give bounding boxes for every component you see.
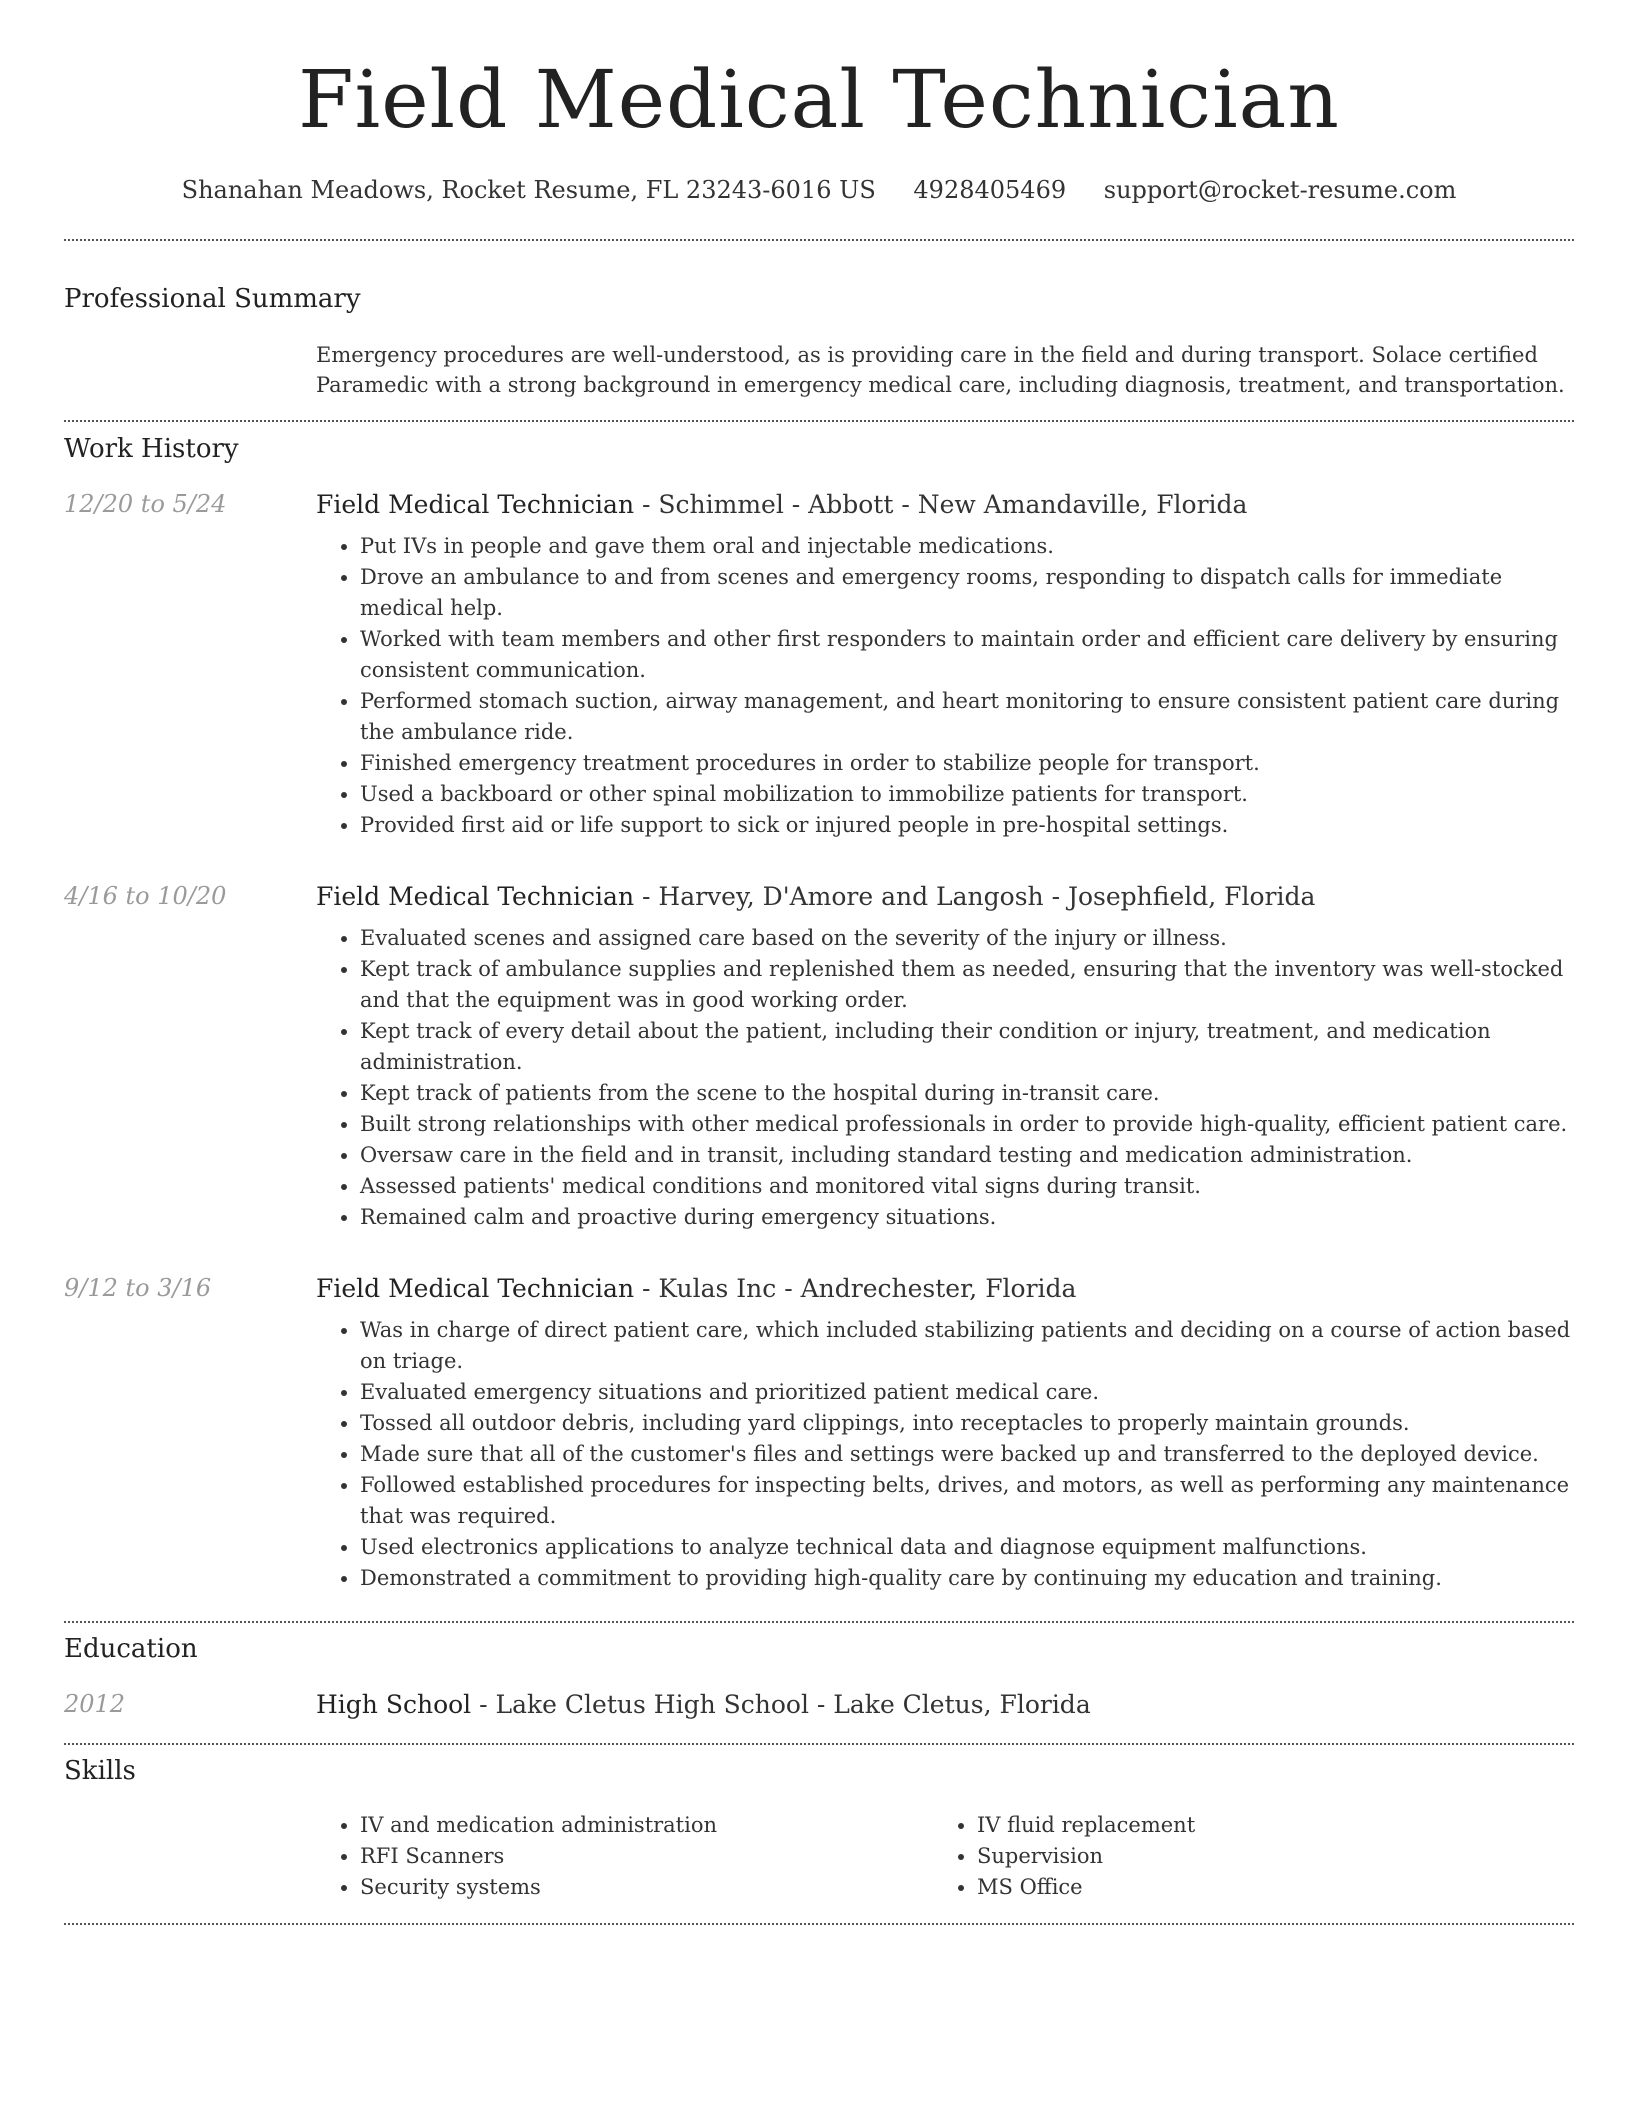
divider [64,1923,1574,1925]
job-company: - Kulas Inc - Andrechester, Florida [634,1274,1077,1303]
list-item: • Supervision [977,1841,1577,1872]
list-item: • Assessed patients' medical conditions and monitored vital signs during transit. [360,1171,1574,1202]
divider [64,420,1574,422]
skills-list-left [316,1810,920,1903]
job-details [316,882,1574,1233]
list-item: • Followed established procedures for inspecting belts, drives, and motors, as well as performing any maintenance that was required. [360,1470,1574,1532]
list-item: • MS Office [977,1872,1577,1903]
education-degree: High School [316,1690,472,1719]
contact-email: support@rocket-resume.com [1103,176,1457,204]
job-role: Field Medical Technician [316,490,635,519]
job-company: - Harvey, D'Amore and Langosh - Josephfield, Florida [634,882,1316,911]
list-item: • Evaluated scenes and assigned care based on the severity of the injury or illness. [360,923,1574,954]
resume-page [64,0,1574,1899]
summary-text: Emergency procedures are well-understood, as is providing care in the field and during transport. Solace certified Paramedic with a strong background in emergency medical care, including diagnosis, treatment, and transportation. [316,343,1565,397]
list-item: • IV and medication administration [360,1810,920,1841]
list-item: • Built strong relationships with other medical professionals in order to provide high-quality, efficient patient care. [360,1109,1574,1140]
work-title: Work History [64,434,239,464]
candidate-name: Field Medical Technician [298,53,1340,146]
job-role: Field Medical Technician [316,1274,635,1303]
job-heading [316,882,1574,911]
skills-list-right [933,1810,1577,1903]
list-item: • Oversaw care in the field and in transit, including standard testing and medication administration. [360,1140,1574,1171]
list-item: • Was in charge of direct patient care, which included stabilizing patients and deciding on a course of action based on triage. [360,1315,1574,1377]
list-item: • Provided first aid or life support to sick or injured people in pre-hospital settings. [360,810,1574,841]
education-school: - Lake Cletus High School - Lake Cletus, Florida [471,1690,1091,1719]
summary-title: Professional Summary [64,284,361,314]
divider [64,239,1574,241]
job-role: Field Medical Technician [316,882,635,911]
list-item: • Remained calm and proactive during emergency situations. [360,1202,1574,1233]
job-details [316,1274,1574,1594]
skills-title: Skills [64,1756,136,1786]
list-item: • Finished emergency treatment procedures in order to stabilize people for transport. [360,748,1574,779]
education-year: 2012 [64,1690,126,1718]
list-item: • Put IVs in people and gave them oral and injectable medications. [360,531,1574,562]
job-dates: 4/16 to 10/20 [64,882,227,910]
job-details [316,490,1574,841]
job-bullets [316,531,1574,841]
divider [64,1743,1574,1745]
list-item: • Evaluated emergency situations and prioritized patient medical care. [360,1377,1574,1408]
job-company: - Schimmel - Abbott - New Amandaville, Florida [634,490,1248,519]
contact-address: Shanahan Meadows, Rocket Resume, FL 23243-6016 US [181,176,876,204]
divider [64,1621,1574,1623]
list-item: • Worked with team members and other first responders to maintain order and efficient care delivery by ensuring consistent communication. [360,624,1574,686]
job-bullets [316,923,1574,1233]
list-item: • IV fluid replacement [977,1810,1577,1841]
contact-phone: 4928405469 [913,176,1067,204]
list-item: • RFI Scanners [360,1841,920,1872]
list-item: • Tossed all outdoor debris, including yard clippings, into receptacles to properly maintain grounds. [360,1408,1574,1439]
list-item: • Performed stomach suction, airway management, and heart monitoring to ensure consistent patient care during the ambulance ride. [360,686,1574,748]
list-item: • Kept track of every detail about the patient, including their condition or injury, treatment, and medication administration. [360,1016,1574,1078]
education-heading [316,1690,1574,1719]
list-item: • Kept track of ambulance supplies and replenished them as needed, ensuring that the inventory was well-stocked and that the equipment was in good working order. [360,954,1574,1016]
job-heading [316,490,1574,519]
job-bullets [316,1315,1574,1594]
list-item: • Kept track of patients from the scene to the hospital during in-transit care. [360,1078,1574,1109]
job-heading [316,1274,1574,1303]
list-item: • Used electronics applications to analyze technical data and diagnose equipment malfunctions. [360,1532,1574,1563]
list-item: • Security systems [360,1872,920,1903]
contact-line [64,176,1574,204]
list-item: • Used a backboard or other spinal mobilization to immobilize patients for transport. [360,779,1574,810]
job-dates: 12/20 to 5/24 [64,490,227,518]
education-title: Education [64,1634,198,1664]
list-item: • Demonstrated a commitment to providing high-quality care by continuing my education and training. [360,1563,1574,1594]
list-item: • Drove an ambulance to and from scenes and emergency rooms, responding to dispatch calls for immediate medical help. [360,562,1574,624]
list-item: • Made sure that all of the customer's files and settings were backed up and transferred to the deployed device. [360,1439,1574,1470]
job-dates: 9/12 to 3/16 [64,1274,212,1302]
